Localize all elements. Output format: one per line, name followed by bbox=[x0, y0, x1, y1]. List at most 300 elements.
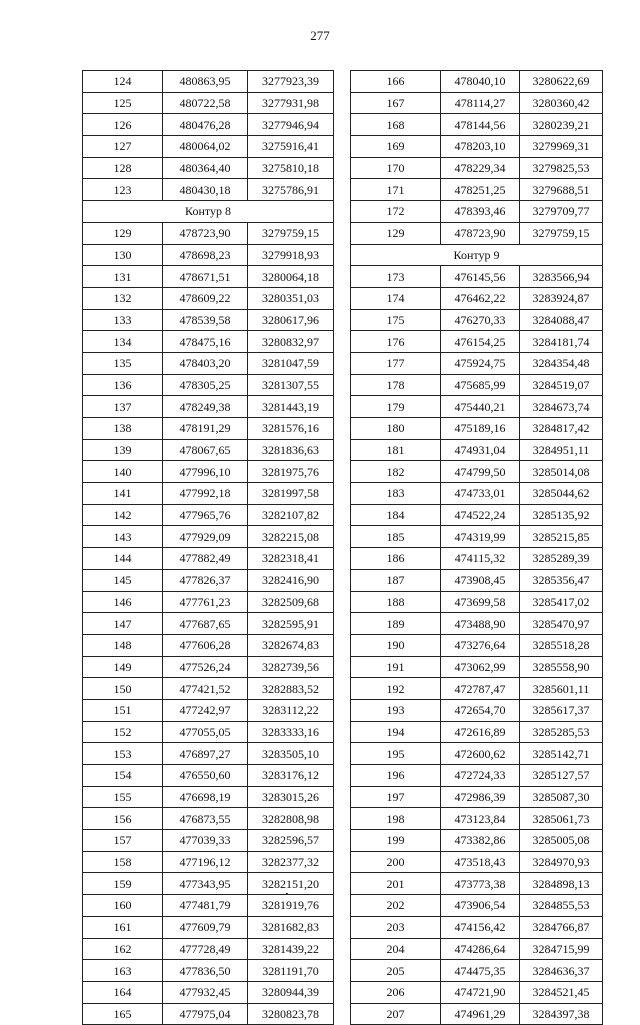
y-coordinate-cell: 3284181,74 bbox=[520, 331, 603, 353]
x-coordinate-cell: 474961,29 bbox=[441, 1003, 520, 1025]
x-coordinate-cell: 472724,33 bbox=[441, 765, 520, 787]
x-coordinate-cell: 477992,18 bbox=[163, 483, 248, 505]
point-number-cell: 175 bbox=[351, 309, 441, 331]
point-number-cell: 184 bbox=[351, 504, 441, 526]
x-coordinate-cell: 477343,95 bbox=[163, 873, 248, 895]
x-coordinate-cell: 477761,23 bbox=[163, 591, 248, 613]
x-coordinate-cell: 480364,40 bbox=[163, 157, 248, 179]
x-coordinate-cell: 475440,21 bbox=[441, 396, 520, 418]
y-coordinate-cell: 3282107,82 bbox=[248, 504, 334, 526]
point-number-cell: 156 bbox=[83, 808, 163, 830]
table-row bbox=[351, 678, 603, 700]
y-coordinate-cell: 3275786,91 bbox=[248, 179, 334, 201]
y-coordinate-cell: 3279759,15 bbox=[248, 222, 334, 244]
y-coordinate-cell: 3283505,10 bbox=[248, 743, 334, 765]
y-coordinate-cell: 3285470,97 bbox=[520, 613, 603, 635]
point-number-cell: 168 bbox=[351, 114, 441, 136]
table-row bbox=[83, 851, 334, 873]
point-number-cell: 155 bbox=[83, 786, 163, 808]
y-coordinate-cell: 3281191,70 bbox=[248, 960, 334, 982]
table-row bbox=[83, 591, 334, 613]
table-row bbox=[83, 309, 334, 331]
y-coordinate-cell: 3285617,37 bbox=[520, 699, 603, 721]
table-row bbox=[83, 439, 334, 461]
point-number-cell: 164 bbox=[83, 981, 163, 1003]
point-number-cell: 180 bbox=[351, 418, 441, 440]
y-coordinate-cell: 3281307,55 bbox=[248, 374, 334, 396]
x-coordinate-cell: 477421,52 bbox=[163, 678, 248, 700]
point-number-cell: 181 bbox=[351, 439, 441, 461]
point-number-cell: 177 bbox=[351, 352, 441, 374]
x-coordinate-cell: 473062,99 bbox=[441, 656, 520, 678]
point-number-cell: 194 bbox=[351, 721, 441, 743]
table-row bbox=[83, 114, 334, 136]
x-coordinate-cell: 476698,19 bbox=[163, 786, 248, 808]
x-coordinate-cell: 473382,86 bbox=[441, 830, 520, 852]
y-coordinate-cell: 3284817,42 bbox=[520, 418, 603, 440]
point-number-cell: 207 bbox=[351, 1003, 441, 1025]
table-row bbox=[351, 938, 603, 960]
y-coordinate-cell: 3284088,47 bbox=[520, 309, 603, 331]
x-coordinate-cell: 477975,04 bbox=[163, 1003, 248, 1025]
table-row bbox=[83, 678, 334, 700]
y-coordinate-cell: 3283176,12 bbox=[248, 765, 334, 787]
table-row bbox=[83, 743, 334, 765]
table-row bbox=[83, 981, 334, 1003]
table-row bbox=[83, 699, 334, 721]
table-row bbox=[351, 743, 603, 765]
table-row bbox=[351, 613, 603, 635]
y-coordinate-cell: 3280064,18 bbox=[248, 266, 334, 288]
point-number-cell: 167 bbox=[351, 92, 441, 114]
x-coordinate-cell: 476145,56 bbox=[441, 266, 520, 288]
table-row bbox=[351, 548, 603, 570]
y-coordinate-cell: 3282318,41 bbox=[248, 548, 334, 570]
table-row bbox=[83, 786, 334, 808]
point-number-cell: 170 bbox=[351, 157, 441, 179]
y-coordinate-cell: 3285215,85 bbox=[520, 526, 603, 548]
x-coordinate-cell: 473773,38 bbox=[441, 873, 520, 895]
x-coordinate-cell: 477242,97 bbox=[163, 699, 248, 721]
coordinates-table-right bbox=[350, 70, 603, 1025]
x-coordinate-cell: 473908,45 bbox=[441, 569, 520, 591]
y-coordinate-cell: 3285142,71 bbox=[520, 743, 603, 765]
table-row bbox=[83, 504, 334, 526]
y-coordinate-cell: 3284519,07 bbox=[520, 374, 603, 396]
point-number-cell: 143 bbox=[83, 526, 163, 548]
x-coordinate-cell: 478251,25 bbox=[441, 179, 520, 201]
table-row bbox=[83, 396, 334, 418]
point-number-cell: 183 bbox=[351, 483, 441, 505]
point-number-cell: 182 bbox=[351, 461, 441, 483]
x-coordinate-cell: 477606,28 bbox=[163, 634, 248, 656]
x-coordinate-cell: 477687,65 bbox=[163, 613, 248, 635]
point-number-cell: 205 bbox=[351, 960, 441, 982]
table-row bbox=[351, 895, 603, 917]
point-number-cell: 129 bbox=[83, 222, 163, 244]
x-coordinate-cell: 477836,50 bbox=[163, 960, 248, 982]
y-coordinate-cell: 3283333,16 bbox=[248, 721, 334, 743]
point-number-cell: 123 bbox=[83, 179, 163, 201]
table-row bbox=[351, 114, 603, 136]
table-row bbox=[351, 981, 603, 1003]
x-coordinate-cell: 475924,75 bbox=[441, 352, 520, 374]
x-coordinate-cell: 477965,76 bbox=[163, 504, 248, 526]
y-coordinate-cell: 3283015,26 bbox=[248, 786, 334, 808]
y-coordinate-cell: 3280360,42 bbox=[520, 92, 603, 114]
table-row bbox=[83, 938, 334, 960]
table-row bbox=[83, 92, 334, 114]
x-coordinate-cell: 478040,10 bbox=[441, 71, 520, 93]
point-number-cell: 191 bbox=[351, 656, 441, 678]
table-row bbox=[351, 418, 603, 440]
table-row bbox=[83, 960, 334, 982]
point-number-cell: 179 bbox=[351, 396, 441, 418]
x-coordinate-cell: 478403,20 bbox=[163, 352, 248, 374]
point-number-cell: 187 bbox=[351, 569, 441, 591]
table-row bbox=[83, 873, 334, 895]
x-coordinate-cell: 477039,33 bbox=[163, 830, 248, 852]
point-number-cell: 202 bbox=[351, 895, 441, 917]
point-number-cell: 171 bbox=[351, 179, 441, 201]
table-row bbox=[351, 287, 603, 309]
x-coordinate-cell: 472787,47 bbox=[441, 678, 520, 700]
y-coordinate-cell: 3282215,08 bbox=[248, 526, 334, 548]
table-row bbox=[351, 873, 603, 895]
table-row bbox=[83, 374, 334, 396]
table-row bbox=[83, 461, 334, 483]
table-row bbox=[83, 179, 334, 201]
table-row bbox=[351, 830, 603, 852]
x-coordinate-cell: 478609,22 bbox=[163, 287, 248, 309]
point-number-cell: 131 bbox=[83, 266, 163, 288]
x-coordinate-cell: 477826,37 bbox=[163, 569, 248, 591]
x-coordinate-cell: 474286,64 bbox=[441, 938, 520, 960]
x-coordinate-cell: 476462,22 bbox=[441, 287, 520, 309]
y-coordinate-cell: 3281439,22 bbox=[248, 938, 334, 960]
y-coordinate-cell: 3280944,39 bbox=[248, 981, 334, 1003]
point-number-cell: 126 bbox=[83, 114, 163, 136]
point-number-cell: 174 bbox=[351, 287, 441, 309]
x-coordinate-cell: 480064,02 bbox=[163, 136, 248, 158]
table-row bbox=[83, 287, 334, 309]
point-number-cell: 163 bbox=[83, 960, 163, 982]
point-number-cell: 196 bbox=[351, 765, 441, 787]
table-row bbox=[351, 266, 603, 288]
point-number-cell: 154 bbox=[83, 765, 163, 787]
y-coordinate-cell: 3285558,90 bbox=[520, 656, 603, 678]
y-coordinate-cell: 3285356,47 bbox=[520, 569, 603, 591]
coordinates-table-left bbox=[82, 70, 334, 1025]
y-coordinate-cell: 3283112,22 bbox=[248, 699, 334, 721]
x-coordinate-cell: 480476,28 bbox=[163, 114, 248, 136]
point-number-cell: 127 bbox=[83, 136, 163, 158]
y-coordinate-cell: 3285135,92 bbox=[520, 504, 603, 526]
point-number-cell: 140 bbox=[83, 461, 163, 483]
table-row bbox=[351, 309, 603, 331]
x-coordinate-cell: 478229,34 bbox=[441, 157, 520, 179]
point-number-cell: 128 bbox=[83, 157, 163, 179]
x-coordinate-cell: 478698,23 bbox=[163, 244, 248, 266]
y-coordinate-cell: 3279759,15 bbox=[520, 222, 603, 244]
y-coordinate-cell: 3281682,83 bbox=[248, 916, 334, 938]
table-row bbox=[83, 721, 334, 743]
point-number-cell: 198 bbox=[351, 808, 441, 830]
y-coordinate-cell: 3282596,57 bbox=[248, 830, 334, 852]
y-coordinate-cell: 3277931,98 bbox=[248, 92, 334, 114]
point-number-cell: 149 bbox=[83, 656, 163, 678]
point-number-cell: 146 bbox=[83, 591, 163, 613]
point-number-cell: 199 bbox=[351, 830, 441, 852]
x-coordinate-cell: 478539,58 bbox=[163, 309, 248, 331]
point-number-cell: 160 bbox=[83, 895, 163, 917]
x-coordinate-cell: 474319,99 bbox=[441, 526, 520, 548]
y-coordinate-cell: 3280832,97 bbox=[248, 331, 334, 353]
table-row bbox=[83, 352, 334, 374]
point-number-cell: 135 bbox=[83, 352, 163, 374]
table-row bbox=[83, 613, 334, 635]
point-number-cell: 165 bbox=[83, 1003, 163, 1025]
point-number-cell: 132 bbox=[83, 287, 163, 309]
table-row bbox=[351, 439, 603, 461]
y-coordinate-cell: 3277923,39 bbox=[248, 71, 334, 93]
y-coordinate-cell: 3279918,93 bbox=[248, 244, 334, 266]
point-number-cell: 185 bbox=[351, 526, 441, 548]
table-row bbox=[351, 352, 603, 374]
y-coordinate-cell: 3284898,13 bbox=[520, 873, 603, 895]
table-row bbox=[351, 808, 603, 830]
point-number-cell: 204 bbox=[351, 938, 441, 960]
point-number-cell: 147 bbox=[83, 613, 163, 635]
x-coordinate-cell: 480722,58 bbox=[163, 92, 248, 114]
x-coordinate-cell: 474156,42 bbox=[441, 916, 520, 938]
y-coordinate-cell: 3279709,77 bbox=[520, 201, 603, 223]
point-number-cell: 169 bbox=[351, 136, 441, 158]
x-coordinate-cell: 478144,56 bbox=[441, 114, 520, 136]
y-coordinate-cell: 3282151,20 bbox=[248, 873, 334, 895]
x-coordinate-cell: 477481,79 bbox=[163, 895, 248, 917]
x-coordinate-cell: 478723,90 bbox=[441, 222, 520, 244]
y-coordinate-cell: 3284521,45 bbox=[520, 981, 603, 1003]
table-row bbox=[83, 548, 334, 570]
point-number-cell: 145 bbox=[83, 569, 163, 591]
y-coordinate-cell: 3275916,41 bbox=[248, 136, 334, 158]
point-number-cell: 130 bbox=[83, 244, 163, 266]
table-row bbox=[351, 786, 603, 808]
y-coordinate-cell: 3285601,11 bbox=[520, 678, 603, 700]
x-coordinate-cell: 473123,84 bbox=[441, 808, 520, 830]
x-coordinate-cell: 476154,25 bbox=[441, 331, 520, 353]
x-coordinate-cell: 475685,99 bbox=[441, 374, 520, 396]
point-number-cell: 172 bbox=[351, 201, 441, 223]
x-coordinate-cell: 480430,18 bbox=[163, 179, 248, 201]
y-coordinate-cell: 3281997,58 bbox=[248, 483, 334, 505]
x-coordinate-cell: 478114,27 bbox=[441, 92, 520, 114]
table-row bbox=[351, 765, 603, 787]
y-coordinate-cell: 3279969,31 bbox=[520, 136, 603, 158]
point-number-cell: 176 bbox=[351, 331, 441, 353]
table-row bbox=[83, 656, 334, 678]
x-coordinate-cell: 477196,12 bbox=[163, 851, 248, 873]
y-coordinate-cell: 3281975,76 bbox=[248, 461, 334, 483]
x-coordinate-cell: 478671,51 bbox=[163, 266, 248, 288]
table-row bbox=[83, 765, 334, 787]
point-number-cell: 161 bbox=[83, 916, 163, 938]
point-number-cell: 200 bbox=[351, 851, 441, 873]
table-row bbox=[351, 916, 603, 938]
x-coordinate-cell: 477609,79 bbox=[163, 916, 248, 938]
y-coordinate-cell: 3285289,39 bbox=[520, 548, 603, 570]
table-row bbox=[351, 92, 603, 114]
table-row bbox=[351, 71, 603, 93]
x-coordinate-cell: 480863,95 bbox=[163, 71, 248, 93]
section-row bbox=[83, 201, 334, 223]
y-coordinate-cell: 3282808,98 bbox=[248, 808, 334, 830]
point-number-cell: 125 bbox=[83, 92, 163, 114]
y-coordinate-cell: 3281576,16 bbox=[248, 418, 334, 440]
table-row bbox=[351, 656, 603, 678]
point-number-cell: 151 bbox=[83, 699, 163, 721]
y-coordinate-cell: 3284397,38 bbox=[520, 1003, 603, 1025]
table-row bbox=[83, 71, 334, 93]
point-number-cell: 193 bbox=[351, 699, 441, 721]
point-number-cell: 139 bbox=[83, 439, 163, 461]
point-number-cell: 203 bbox=[351, 916, 441, 938]
x-coordinate-cell: 478305,25 bbox=[163, 374, 248, 396]
table-row bbox=[83, 157, 334, 179]
y-coordinate-cell: 3284970,93 bbox=[520, 851, 603, 873]
point-number-cell: 188 bbox=[351, 591, 441, 613]
x-coordinate-cell: 478393,46 bbox=[441, 201, 520, 223]
y-coordinate-cell: 3281836,63 bbox=[248, 439, 334, 461]
point-number-cell: 162 bbox=[83, 938, 163, 960]
x-coordinate-cell: 473906,54 bbox=[441, 895, 520, 917]
y-coordinate-cell: 3285044,62 bbox=[520, 483, 603, 505]
y-coordinate-cell: 3279688,51 bbox=[520, 179, 603, 201]
table-row bbox=[351, 396, 603, 418]
y-coordinate-cell: 3282509,68 bbox=[248, 591, 334, 613]
x-coordinate-cell: 472600,62 bbox=[441, 743, 520, 765]
x-coordinate-cell: 473276,64 bbox=[441, 634, 520, 656]
x-coordinate-cell: 477929,09 bbox=[163, 526, 248, 548]
point-number-cell: 148 bbox=[83, 634, 163, 656]
table-row bbox=[351, 374, 603, 396]
point-number-cell: 201 bbox=[351, 873, 441, 895]
x-coordinate-cell: 477055,05 bbox=[163, 721, 248, 743]
table-row bbox=[351, 526, 603, 548]
table-row bbox=[351, 504, 603, 526]
table-row bbox=[351, 699, 603, 721]
table-row bbox=[351, 721, 603, 743]
table-row bbox=[83, 808, 334, 830]
point-number-cell: 134 bbox=[83, 331, 163, 353]
x-coordinate-cell: 474475,35 bbox=[441, 960, 520, 982]
point-number-cell: 142 bbox=[83, 504, 163, 526]
x-coordinate-cell: 478475,16 bbox=[163, 331, 248, 353]
x-coordinate-cell: 476873,55 bbox=[163, 808, 248, 830]
x-coordinate-cell: 474721,90 bbox=[441, 981, 520, 1003]
y-coordinate-cell: 3282674,83 bbox=[248, 634, 334, 656]
point-number-cell: 153 bbox=[83, 743, 163, 765]
point-number-cell: 129 bbox=[351, 222, 441, 244]
y-coordinate-cell: 3283566,94 bbox=[520, 266, 603, 288]
table-row bbox=[83, 916, 334, 938]
table-row bbox=[83, 418, 334, 440]
table-row bbox=[83, 136, 334, 158]
table-row bbox=[83, 331, 334, 353]
point-number-cell: 192 bbox=[351, 678, 441, 700]
point-number-cell: 157 bbox=[83, 830, 163, 852]
x-coordinate-cell: 478203,10 bbox=[441, 136, 520, 158]
table-row bbox=[83, 895, 334, 917]
point-number-cell: 136 bbox=[83, 374, 163, 396]
x-coordinate-cell: 473699,58 bbox=[441, 591, 520, 613]
x-coordinate-cell: 473518,43 bbox=[441, 851, 520, 873]
table-row bbox=[351, 569, 603, 591]
point-number-cell: 173 bbox=[351, 266, 441, 288]
x-coordinate-cell: 476550,60 bbox=[163, 765, 248, 787]
y-coordinate-cell: 3285061,73 bbox=[520, 808, 603, 830]
point-number-cell: 197 bbox=[351, 786, 441, 808]
y-coordinate-cell: 3284766,87 bbox=[520, 916, 603, 938]
table-row bbox=[351, 461, 603, 483]
y-coordinate-cell: 3285518,28 bbox=[520, 634, 603, 656]
table-row bbox=[83, 244, 334, 266]
y-coordinate-cell: 3280622,69 bbox=[520, 71, 603, 93]
point-number-cell: 159 bbox=[83, 873, 163, 895]
point-number-cell: 124 bbox=[83, 71, 163, 93]
section-title: Контур 8 bbox=[83, 201, 334, 223]
table-row bbox=[351, 331, 603, 353]
x-coordinate-cell: 474931,04 bbox=[441, 439, 520, 461]
x-coordinate-cell: 477526,24 bbox=[163, 656, 248, 678]
x-coordinate-cell: 474522,24 bbox=[441, 504, 520, 526]
table-row bbox=[83, 526, 334, 548]
table-row bbox=[351, 1003, 603, 1025]
point-number-cell: 186 bbox=[351, 548, 441, 570]
y-coordinate-cell: 3282595,91 bbox=[248, 613, 334, 635]
table-row bbox=[351, 960, 603, 982]
y-coordinate-cell: 3281047,59 bbox=[248, 352, 334, 374]
point-number-cell: 178 bbox=[351, 374, 441, 396]
y-coordinate-cell: 3275810,18 bbox=[248, 157, 334, 179]
x-coordinate-cell: 475189,16 bbox=[441, 418, 520, 440]
table-row bbox=[351, 179, 603, 201]
x-coordinate-cell: 478723,90 bbox=[163, 222, 248, 244]
point-number-cell: 141 bbox=[83, 483, 163, 505]
x-coordinate-cell: 476270,33 bbox=[441, 309, 520, 331]
y-coordinate-cell: 3285005,08 bbox=[520, 830, 603, 852]
x-coordinate-cell: 477996,10 bbox=[163, 461, 248, 483]
y-coordinate-cell: 3285417,02 bbox=[520, 591, 603, 613]
y-coordinate-cell: 3282416,90 bbox=[248, 569, 334, 591]
y-coordinate-cell: 3282377,32 bbox=[248, 851, 334, 873]
table-row bbox=[83, 266, 334, 288]
x-coordinate-cell: 474115,32 bbox=[441, 548, 520, 570]
y-coordinate-cell: 3281919,76 bbox=[248, 895, 334, 917]
point-number-cell: 137 bbox=[83, 396, 163, 418]
y-coordinate-cell: 3282739,56 bbox=[248, 656, 334, 678]
y-coordinate-cell: 3284715,99 bbox=[520, 938, 603, 960]
y-coordinate-cell: 3282883,52 bbox=[248, 678, 334, 700]
y-coordinate-cell: 3284354,48 bbox=[520, 352, 603, 374]
y-coordinate-cell: 3284951,11 bbox=[520, 439, 603, 461]
table-row bbox=[351, 483, 603, 505]
y-coordinate-cell: 3280617,96 bbox=[248, 309, 334, 331]
y-coordinate-cell: 3277946,94 bbox=[248, 114, 334, 136]
point-number-cell: 195 bbox=[351, 743, 441, 765]
x-coordinate-cell: 472616,89 bbox=[441, 721, 520, 743]
